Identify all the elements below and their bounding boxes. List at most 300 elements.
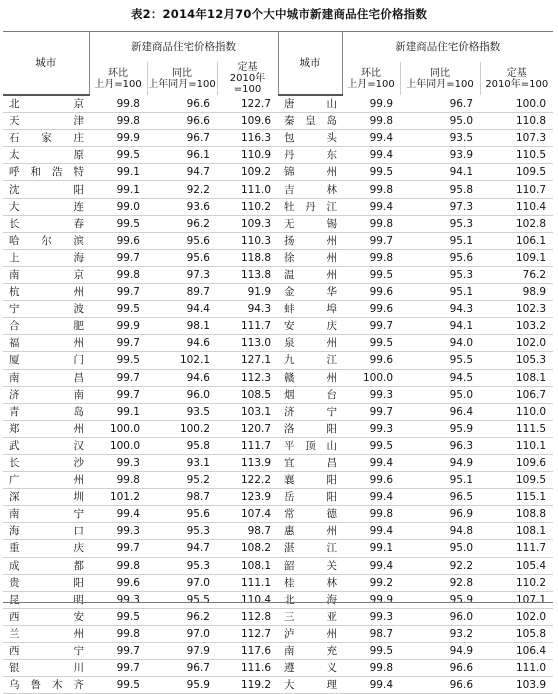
table-row <box>3 437 553 454</box>
city-name: 洛 阳 <box>278 420 342 437</box>
city-name: 广 州 <box>3 472 89 489</box>
yoy-index: 94.6 <box>147 335 217 352</box>
yoy-index: 95.0 <box>400 113 480 130</box>
city-name: 常 德 <box>278 506 342 523</box>
base-index: 110.4 <box>480 198 553 215</box>
yoy-index: 96.3 <box>400 437 480 454</box>
mom-index: 99.5 <box>342 643 400 660</box>
base-index: 110.2 <box>480 574 553 591</box>
city-name: 秦 皇 岛 <box>278 113 342 130</box>
table-row <box>3 591 553 608</box>
base-index: 110.0 <box>480 403 553 420</box>
base-index: 105.8 <box>480 625 553 642</box>
yoy-index: 92.8 <box>400 574 480 591</box>
mom-index: 99.5 <box>89 352 147 369</box>
base-index: 123.9 <box>217 489 278 506</box>
mom-index: 99.8 <box>342 113 400 130</box>
yoy-index: 93.5 <box>400 130 480 147</box>
base-index: 111.7 <box>480 540 553 557</box>
mom-index: 99.9 <box>89 130 147 147</box>
yoy-index: 94.9 <box>400 643 480 660</box>
mom-index: 99.5 <box>89 677 147 694</box>
table-row <box>3 489 553 506</box>
table-row <box>3 318 553 335</box>
mom-header-right: 环比 上月=100 <box>342 62 400 95</box>
yoy-index: 94.8 <box>400 523 480 540</box>
base-index: 108.8 <box>480 506 553 523</box>
base-index: 112.7 <box>217 625 278 642</box>
base-index: 102.8 <box>480 215 553 232</box>
city-name: 包 头 <box>278 130 342 147</box>
mom-index: 99.8 <box>89 266 147 283</box>
base-index: 108.1 <box>217 557 278 574</box>
yoy-index: 94.0 <box>400 335 480 352</box>
table-row <box>3 472 553 489</box>
city-name: 大 连 <box>3 198 89 215</box>
city-name: 泸 州 <box>278 625 342 642</box>
city-name: 平 顶 山 <box>278 437 342 454</box>
city-name: 济 宁 <box>278 403 342 420</box>
base-index: 100.0 <box>480 95 553 113</box>
mom-index: 99.4 <box>342 147 400 164</box>
yoy-index: 94.1 <box>400 318 480 335</box>
base-index: 103.2 <box>480 318 553 335</box>
base-index: 111.1 <box>217 574 278 591</box>
base-index: 107.1 <box>480 591 553 608</box>
city-name: 吉 林 <box>278 181 342 198</box>
city-name: 济 南 <box>3 386 89 403</box>
yoy-index: 93.9 <box>400 147 480 164</box>
base-index: 117.6 <box>217 643 278 660</box>
city-name: 银 川 <box>3 660 89 677</box>
table-row <box>3 660 553 677</box>
mom-index: 99.6 <box>89 232 147 249</box>
base-index: 98.9 <box>480 284 553 301</box>
city-name: 郑 州 <box>3 420 89 437</box>
yoy-index: 95.0 <box>400 386 480 403</box>
city-name: 南 昌 <box>3 369 89 386</box>
mom-index: 99.2 <box>342 574 400 591</box>
yoy-index: 96.0 <box>400 608 480 625</box>
city-name: 湛 江 <box>278 540 342 557</box>
mom-index: 99.3 <box>89 591 147 608</box>
base-index: 109.2 <box>217 164 278 181</box>
yoy-index: 89.7 <box>147 284 217 301</box>
table-row <box>3 335 553 352</box>
yoy-index: 96.7 <box>400 95 480 113</box>
mom-index: 99.7 <box>342 232 400 249</box>
city-name: 乌 鲁 木 齐 <box>3 677 89 694</box>
base-index: 107.3 <box>480 130 553 147</box>
yoy-index: 96.2 <box>147 215 217 232</box>
yoy-index: 96.7 <box>147 660 217 677</box>
city-name: 兰 州 <box>3 625 89 642</box>
yoy-index: 97.3 <box>147 266 217 283</box>
city-name: 泉 州 <box>278 335 342 352</box>
table-row <box>3 113 553 130</box>
table-row <box>3 403 553 420</box>
city-name: 宁 波 <box>3 301 89 318</box>
base-index: 106.4 <box>480 643 553 660</box>
yoy-index: 95.3 <box>400 215 480 232</box>
base-index: 111.7 <box>217 318 278 335</box>
base-index: 111.0 <box>480 660 553 677</box>
city-name: 三 亚 <box>278 608 342 625</box>
base-index: 110.1 <box>480 437 553 454</box>
yoy-index: 95.1 <box>400 284 480 301</box>
table-body <box>3 95 553 694</box>
table-row <box>3 506 553 523</box>
mom-index: 99.8 <box>89 472 147 489</box>
yoy-index: 95.6 <box>147 232 217 249</box>
yoy-index: 94.4 <box>147 301 217 318</box>
yoy-index: 93.2 <box>400 625 480 642</box>
mom-index: 100.0 <box>342 369 400 386</box>
base-index: 106.1 <box>480 232 553 249</box>
mom-index: 99.5 <box>89 301 147 318</box>
table-row <box>3 557 553 574</box>
yoy-index: 96.5 <box>400 489 480 506</box>
table-row <box>3 643 553 660</box>
base-index: 98.7 <box>217 523 278 540</box>
mom-index: 99.3 <box>342 386 400 403</box>
yoy-index: 97.3 <box>400 198 480 215</box>
yoy-index: 95.6 <box>147 249 217 266</box>
yoy-index: 92.2 <box>400 557 480 574</box>
mom-index: 99.6 <box>89 574 147 591</box>
mom-index: 99.7 <box>89 386 147 403</box>
yoy-index: 95.1 <box>400 472 480 489</box>
yoy-index: 94.3 <box>400 301 480 318</box>
mom-index: 99.1 <box>89 181 147 198</box>
yoy-index: 95.2 <box>147 472 217 489</box>
city-name: 长 沙 <box>3 454 89 471</box>
yoy-index: 95.3 <box>400 266 480 283</box>
base-header-left: 定基 2010年=100 <box>217 62 278 95</box>
base-index: 76.2 <box>480 266 553 283</box>
city-name: 大 理 <box>278 677 342 694</box>
mom-index: 99.5 <box>342 335 400 352</box>
mom-index: 99.5 <box>89 608 147 625</box>
city-name: 杭 州 <box>3 284 89 301</box>
yoy-index: 93.1 <box>147 454 217 471</box>
city-name: 襄 阳 <box>278 472 342 489</box>
mom-index: 99.4 <box>89 506 147 523</box>
mom-index: 99.3 <box>89 523 147 540</box>
group-header-right: 新建商品住宅价格指数 <box>342 31 553 62</box>
table-row <box>3 420 553 437</box>
mom-index: 99.4 <box>342 489 400 506</box>
base-index: 116.3 <box>217 130 278 147</box>
yoy-index: 102.1 <box>147 352 217 369</box>
mom-index: 99.3 <box>342 420 400 437</box>
table-row <box>3 540 553 557</box>
mom-index: 99.8 <box>89 95 147 113</box>
city-name: 西 宁 <box>3 643 89 660</box>
yoy-index: 95.8 <box>400 181 480 198</box>
table-row <box>3 523 553 540</box>
yoy-index: 93.6 <box>147 198 217 215</box>
base-index: 110.7 <box>480 181 553 198</box>
base-index: 119.2 <box>217 677 278 694</box>
base-index: 109.5 <box>480 472 553 489</box>
table-row <box>3 249 553 266</box>
city-name: 蚌 埠 <box>278 301 342 318</box>
mom-index: 99.6 <box>342 284 400 301</box>
table-row <box>3 181 553 198</box>
yoy-index: 96.7 <box>147 130 217 147</box>
mom-index: 99.8 <box>89 113 147 130</box>
city-name: 南 京 <box>3 266 89 283</box>
city-name: 西 安 <box>3 608 89 625</box>
base-header-right: 定基 2010年=100 <box>480 62 553 95</box>
yoy-index: 95.9 <box>400 591 480 608</box>
base-index: 110.2 <box>217 198 278 215</box>
table-row <box>3 130 553 147</box>
mom-index: 99.1 <box>342 540 400 557</box>
base-index: 111.7 <box>217 437 278 454</box>
table-row <box>3 198 553 215</box>
mom-index: 99.9 <box>89 318 147 335</box>
city-name: 北 京 <box>3 95 89 113</box>
city-name: 重 庆 <box>3 540 89 557</box>
mom-index: 99.9 <box>342 591 400 608</box>
mom-index: 99.5 <box>342 266 400 283</box>
mom-index: 98.7 <box>342 625 400 642</box>
city-name: 厦 门 <box>3 352 89 369</box>
yoy-index: 97.9 <box>147 643 217 660</box>
city-name: 上 海 <box>3 249 89 266</box>
mom-index: 99.7 <box>342 403 400 420</box>
base-index: 110.9 <box>217 147 278 164</box>
city-name: 无 锡 <box>278 215 342 232</box>
table-row <box>3 95 553 113</box>
mom-index: 100.0 <box>89 437 147 454</box>
mom-index: 99.7 <box>89 540 147 557</box>
mom-index: 99.4 <box>342 557 400 574</box>
table-row <box>3 147 553 164</box>
base-index: 122.2 <box>217 472 278 489</box>
yoy-index: 96.4 <box>400 403 480 420</box>
city-name: 烟 台 <box>278 386 342 403</box>
mom-index: 100.0 <box>89 420 147 437</box>
yoy-index: 95.5 <box>400 352 480 369</box>
city-name: 北 海 <box>278 591 342 608</box>
yoy-index: 95.9 <box>147 677 217 694</box>
mom-index: 99.6 <box>342 352 400 369</box>
yoy-index: 96.6 <box>400 660 480 677</box>
city-name: 牡 丹 江 <box>278 198 342 215</box>
mom-index: 99.8 <box>342 249 400 266</box>
yoy-index: 98.7 <box>147 489 217 506</box>
yoy-index: 94.7 <box>147 164 217 181</box>
table-row <box>3 284 553 301</box>
table-row <box>3 574 553 591</box>
base-index: 115.1 <box>480 489 553 506</box>
city-name: 贵 阳 <box>3 574 89 591</box>
city-name: 九 江 <box>278 352 342 369</box>
yoy-index: 96.6 <box>400 677 480 694</box>
yoy-index: 93.5 <box>147 403 217 420</box>
city-name: 青 岛 <box>3 403 89 420</box>
mom-index: 99.4 <box>342 130 400 147</box>
base-index: 113.8 <box>217 266 278 283</box>
table-row <box>3 232 553 249</box>
mom-index: 99.8 <box>342 660 400 677</box>
base-index: 107.4 <box>217 506 278 523</box>
base-index: 91.9 <box>217 284 278 301</box>
base-index: 105.4 <box>480 557 553 574</box>
city-name: 福 州 <box>3 335 89 352</box>
mom-index: 101.2 <box>89 489 147 506</box>
base-index: 109.5 <box>480 164 553 181</box>
mom-index: 99.6 <box>342 301 400 318</box>
mom-index: 99.7 <box>89 660 147 677</box>
mom-index: 99.5 <box>342 164 400 181</box>
mom-index: 99.8 <box>342 215 400 232</box>
mom-index: 99.8 <box>342 181 400 198</box>
mom-index: 99.7 <box>342 318 400 335</box>
mom-index: 99.3 <box>342 608 400 625</box>
base-index: 109.3 <box>217 215 278 232</box>
city-name: 天 津 <box>3 113 89 130</box>
base-index: 110.5 <box>480 147 553 164</box>
city-name: 深 圳 <box>3 489 89 506</box>
yoy-index: 95.8 <box>147 437 217 454</box>
mom-index: 99.7 <box>89 369 147 386</box>
city-name: 合 肥 <box>3 318 89 335</box>
base-index: 108.1 <box>480 369 553 386</box>
mom-index: 99.5 <box>89 215 147 232</box>
yoy-index: 94.7 <box>147 540 217 557</box>
yoy-index: 96.1 <box>147 147 217 164</box>
city-name: 成 都 <box>3 557 89 574</box>
city-name: 昆 明 <box>3 591 89 608</box>
city-name: 唐 山 <box>278 95 342 113</box>
yoy-index: 95.1 <box>400 232 480 249</box>
yoy-index: 95.3 <box>147 523 217 540</box>
city-name: 丹 东 <box>278 147 342 164</box>
table-row <box>3 608 553 625</box>
city-name: 扬 州 <box>278 232 342 249</box>
group-header-left: 新建商品住宅价格指数 <box>89 31 278 62</box>
yoy-index: 94.5 <box>400 369 480 386</box>
base-index: 110.3 <box>217 232 278 249</box>
yoy-index: 96.9 <box>400 506 480 523</box>
yoy-index: 97.0 <box>147 625 217 642</box>
base-index: 118.8 <box>217 249 278 266</box>
city-name: 赣 州 <box>278 369 342 386</box>
table-row <box>3 164 553 181</box>
yoy-index: 96.2 <box>147 608 217 625</box>
mom-index: 99.4 <box>342 677 400 694</box>
yoy-index: 94.6 <box>147 369 217 386</box>
yoy-index: 94.1 <box>400 164 480 181</box>
table-row <box>3 266 553 283</box>
base-index: 102.3 <box>480 301 553 318</box>
base-index: 103.9 <box>480 677 553 694</box>
yoy-index: 95.6 <box>147 506 217 523</box>
mom-index: 99.0 <box>89 198 147 215</box>
city-name: 韶 关 <box>278 557 342 574</box>
mom-index: 99.8 <box>89 625 147 642</box>
base-index: 102.0 <box>480 335 553 352</box>
base-index: 113.0 <box>217 335 278 352</box>
base-index: 103.1 <box>217 403 278 420</box>
city-header-right: 城市 <box>278 31 342 95</box>
table-row <box>3 352 553 369</box>
base-index: 106.7 <box>480 386 553 403</box>
mom-index: 99.5 <box>342 437 400 454</box>
mom-index: 99.7 <box>89 249 147 266</box>
city-name: 桂 林 <box>278 574 342 591</box>
city-name: 长 春 <box>3 215 89 232</box>
mom-index: 99.4 <box>342 523 400 540</box>
yoy-index: 96.0 <box>147 386 217 403</box>
table-row <box>3 301 553 318</box>
price-index-table <box>3 31 553 694</box>
city-name: 锦 州 <box>278 164 342 181</box>
base-index: 109.6 <box>480 454 553 471</box>
mom-index: 99.7 <box>89 643 147 660</box>
yoy-index: 95.5 <box>147 591 217 608</box>
base-index: 110.8 <box>480 113 553 130</box>
yoy-index: 95.0 <box>400 540 480 557</box>
base-index: 108.1 <box>480 523 553 540</box>
yoy-index: 96.6 <box>147 95 217 113</box>
yoy-header-right: 同比 上年同月=100 <box>400 62 480 95</box>
city-name: 徐 州 <box>278 249 342 266</box>
yoy-index: 98.1 <box>147 318 217 335</box>
table-row <box>3 677 553 694</box>
base-index: 110.4 <box>217 591 278 608</box>
base-index: 102.0 <box>480 608 553 625</box>
base-index: 113.9 <box>217 454 278 471</box>
yoy-header-left: 同比 上年同月=100 <box>147 62 217 95</box>
city-name: 哈 尔 滨 <box>3 232 89 249</box>
city-name: 温 州 <box>278 266 342 283</box>
mom-index: 99.5 <box>89 147 147 164</box>
mom-index: 99.6 <box>342 472 400 489</box>
table-row <box>3 386 553 403</box>
mom-header-left: 环比 上月=100 <box>89 62 147 95</box>
city-name: 南 宁 <box>3 506 89 523</box>
yoy-index: 95.6 <box>400 249 480 266</box>
table-title: 表2：2014年12月70个大中城市新建商品住宅价格指数 <box>130 7 428 21</box>
city-name: 岳 阳 <box>278 489 342 506</box>
base-index: 108.5 <box>217 386 278 403</box>
city-name: 遵 义 <box>278 660 342 677</box>
city-name: 金 华 <box>278 284 342 301</box>
base-index: 108.2 <box>217 540 278 557</box>
base-index: 122.7 <box>217 95 278 113</box>
mom-index: 99.1 <box>89 403 147 420</box>
city-name: 安 庆 <box>278 318 342 335</box>
city-name: 宜 昌 <box>278 454 342 471</box>
yoy-index: 97.0 <box>147 574 217 591</box>
base-index: 120.7 <box>217 420 278 437</box>
yoy-index: 92.2 <box>147 181 217 198</box>
table-row <box>3 369 553 386</box>
table-row <box>3 454 553 471</box>
city-name: 石 家 庄 <box>3 130 89 147</box>
table-row <box>3 215 553 232</box>
yoy-index: 94.9 <box>400 454 480 471</box>
mom-index: 99.7 <box>89 284 147 301</box>
base-index: 111.5 <box>480 420 553 437</box>
city-name: 武 汉 <box>3 437 89 454</box>
base-index: 111.6 <box>217 660 278 677</box>
